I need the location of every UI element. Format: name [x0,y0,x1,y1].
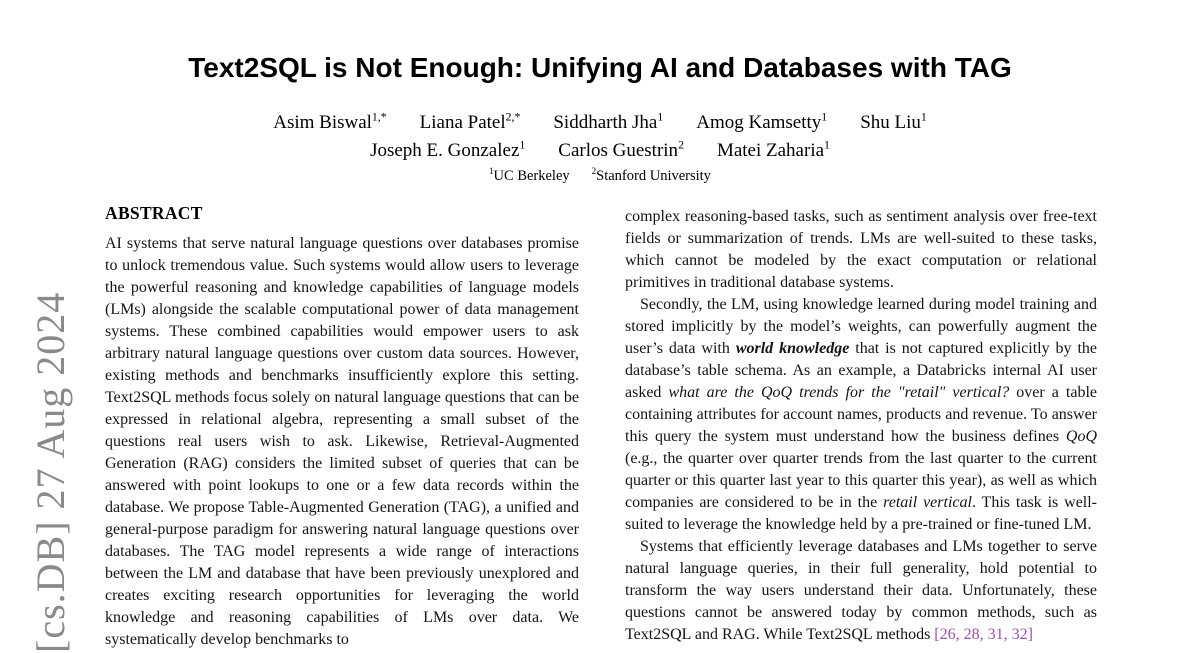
abstract-text: AI systems that serve natural language questions over databases promise to unlock tremendous value. Such systems would allow users to leverage the powerful reasoning and knowledge capabilities of language models (LMs) alongside the scalable computational power of data management systems. These combined capabilities would empower users to ask arbitrary natural language questions over custom data sources. However, existing methods and benchmarks insufficiently explore this setting. Text2SQL methods focus solely on natural language questions that can be expressed in relational algebra, representing a small subset of the questions real users wish to ask. Likewise, Retrieval-Augmented Generation (RAG) considers the limited subset of queries that can be answered with point lookups to one or a few data records within the database. We propose Table-Augmented Generation (TAG), a unified and general-purpose paradigm for answering natural language questions over databases. The TAG model represents a wide range of interactions between the LM and database that have been previously unexplored and creates exciting research opportunities for leveraging the world knowledge and reasoning capabilities of LMs over data. We systematically develop benchmarks to [105,235,579,648]
text-segment: that is not captured explicitly by the database’s table schema. As an example, a Databricks internal AI user asked [625,340,1097,401]
author-affiliation-sup: 1 [657,110,664,124]
author-affiliation-sup: 2,* [505,110,521,124]
author-name-text: Liana Patel [419,112,506,133]
paper-title: Text2SQL is Not Enough: Unifying AI and Databases with TAG [188,52,1012,83]
affiliation-sup: 1 [489,166,494,177]
text-segment: Systems that efficiently leverage databases and LMs together to serve natural language queries, in their full generality, hold potential to transform the way users understand their data. Unfortunately, these questions cannot be answered today by common methods, such as Text2SQL and RAG. While Text2SQL methods [625,538,1097,643]
author-affiliation-sup: 2 [678,138,684,152]
citation-link[interactable]: [26, 28, 31, 32] [934,626,1033,643]
author-name [696,112,827,134]
text-segment: Secondly, the LM, using knowledge learned during model training and stored implicitly by the model’s weights, can powerfully augment the user’s data with [625,296,1097,357]
author-name-text: Joseph E. Gonzalez [370,140,520,161]
author-name-text: Matei Zaharia [716,140,825,161]
affiliations-line [0,168,1200,185]
author-name [370,140,525,162]
author-name [717,140,830,162]
author-affiliation-sup: 1 [920,110,927,124]
author-name-text: Amog Kamsetty [696,112,822,133]
paragraph [625,294,1097,536]
author-name [420,112,521,134]
author-name [558,140,684,162]
affiliation-name: UC Berkeley [493,168,570,184]
left-column [105,202,579,651]
author-name-text: Asim Biswal [273,112,372,133]
text-segment: over a table containing attributes for account names, products and revenue. To answer this query the system must understand how the business defines [625,384,1097,445]
text-segment: (e.g., the quarter over quarter trends from the last quarter to the current quarter or this quarter last year to this quarter this year), as well as which companies are considered to be in the [625,450,1097,511]
text-segment: world knowledge [735,340,850,357]
author-affiliation-sup: 1,* [371,110,387,124]
text-segment: what are the QoQ trends for the "retail" vertical? [668,384,1010,401]
affiliation-sup: 2 [591,166,597,177]
text-segment: complex reasoning-based tasks, such as sentiment analysis over free-text fields or summarization of trends. LMs are well-suited to these tasks, which cannot be modeled by the exact computation or relational primitives in traditional database systems. [625,208,1097,291]
affiliation-name: Stanford University [596,168,711,184]
authors-line-1 [0,112,1200,134]
abstract-heading: ABSTRACT [105,203,203,223]
author-affiliation-sup: 1 [824,138,830,152]
paragraph [625,536,1097,646]
right-column [625,206,1097,646]
text-segment: . This task is well-suited to leverage the knowledge held by a pre-trained or fine-tuned LM. [625,494,1098,533]
arxiv-watermark: [cs.DB] 27 Aug 2024 [28,291,73,653]
text-segment: retail vertical [883,494,972,511]
authors-line-2 [0,140,1200,162]
author-name-text: Carlos Guestrin [558,140,679,161]
author-affiliation-sup: 1 [519,138,526,152]
text-segment: QoQ [1065,428,1097,445]
author-name [553,112,663,134]
affiliation [592,168,711,185]
author-name-text: Shu Liu [860,112,921,133]
author-affiliation-sup: 1 [821,110,828,124]
paragraph-continuation [625,206,1097,294]
author-name-text: Siddharth Jha [553,112,658,133]
author-name [860,112,927,134]
author-name [273,112,386,134]
affiliation [489,168,570,185]
